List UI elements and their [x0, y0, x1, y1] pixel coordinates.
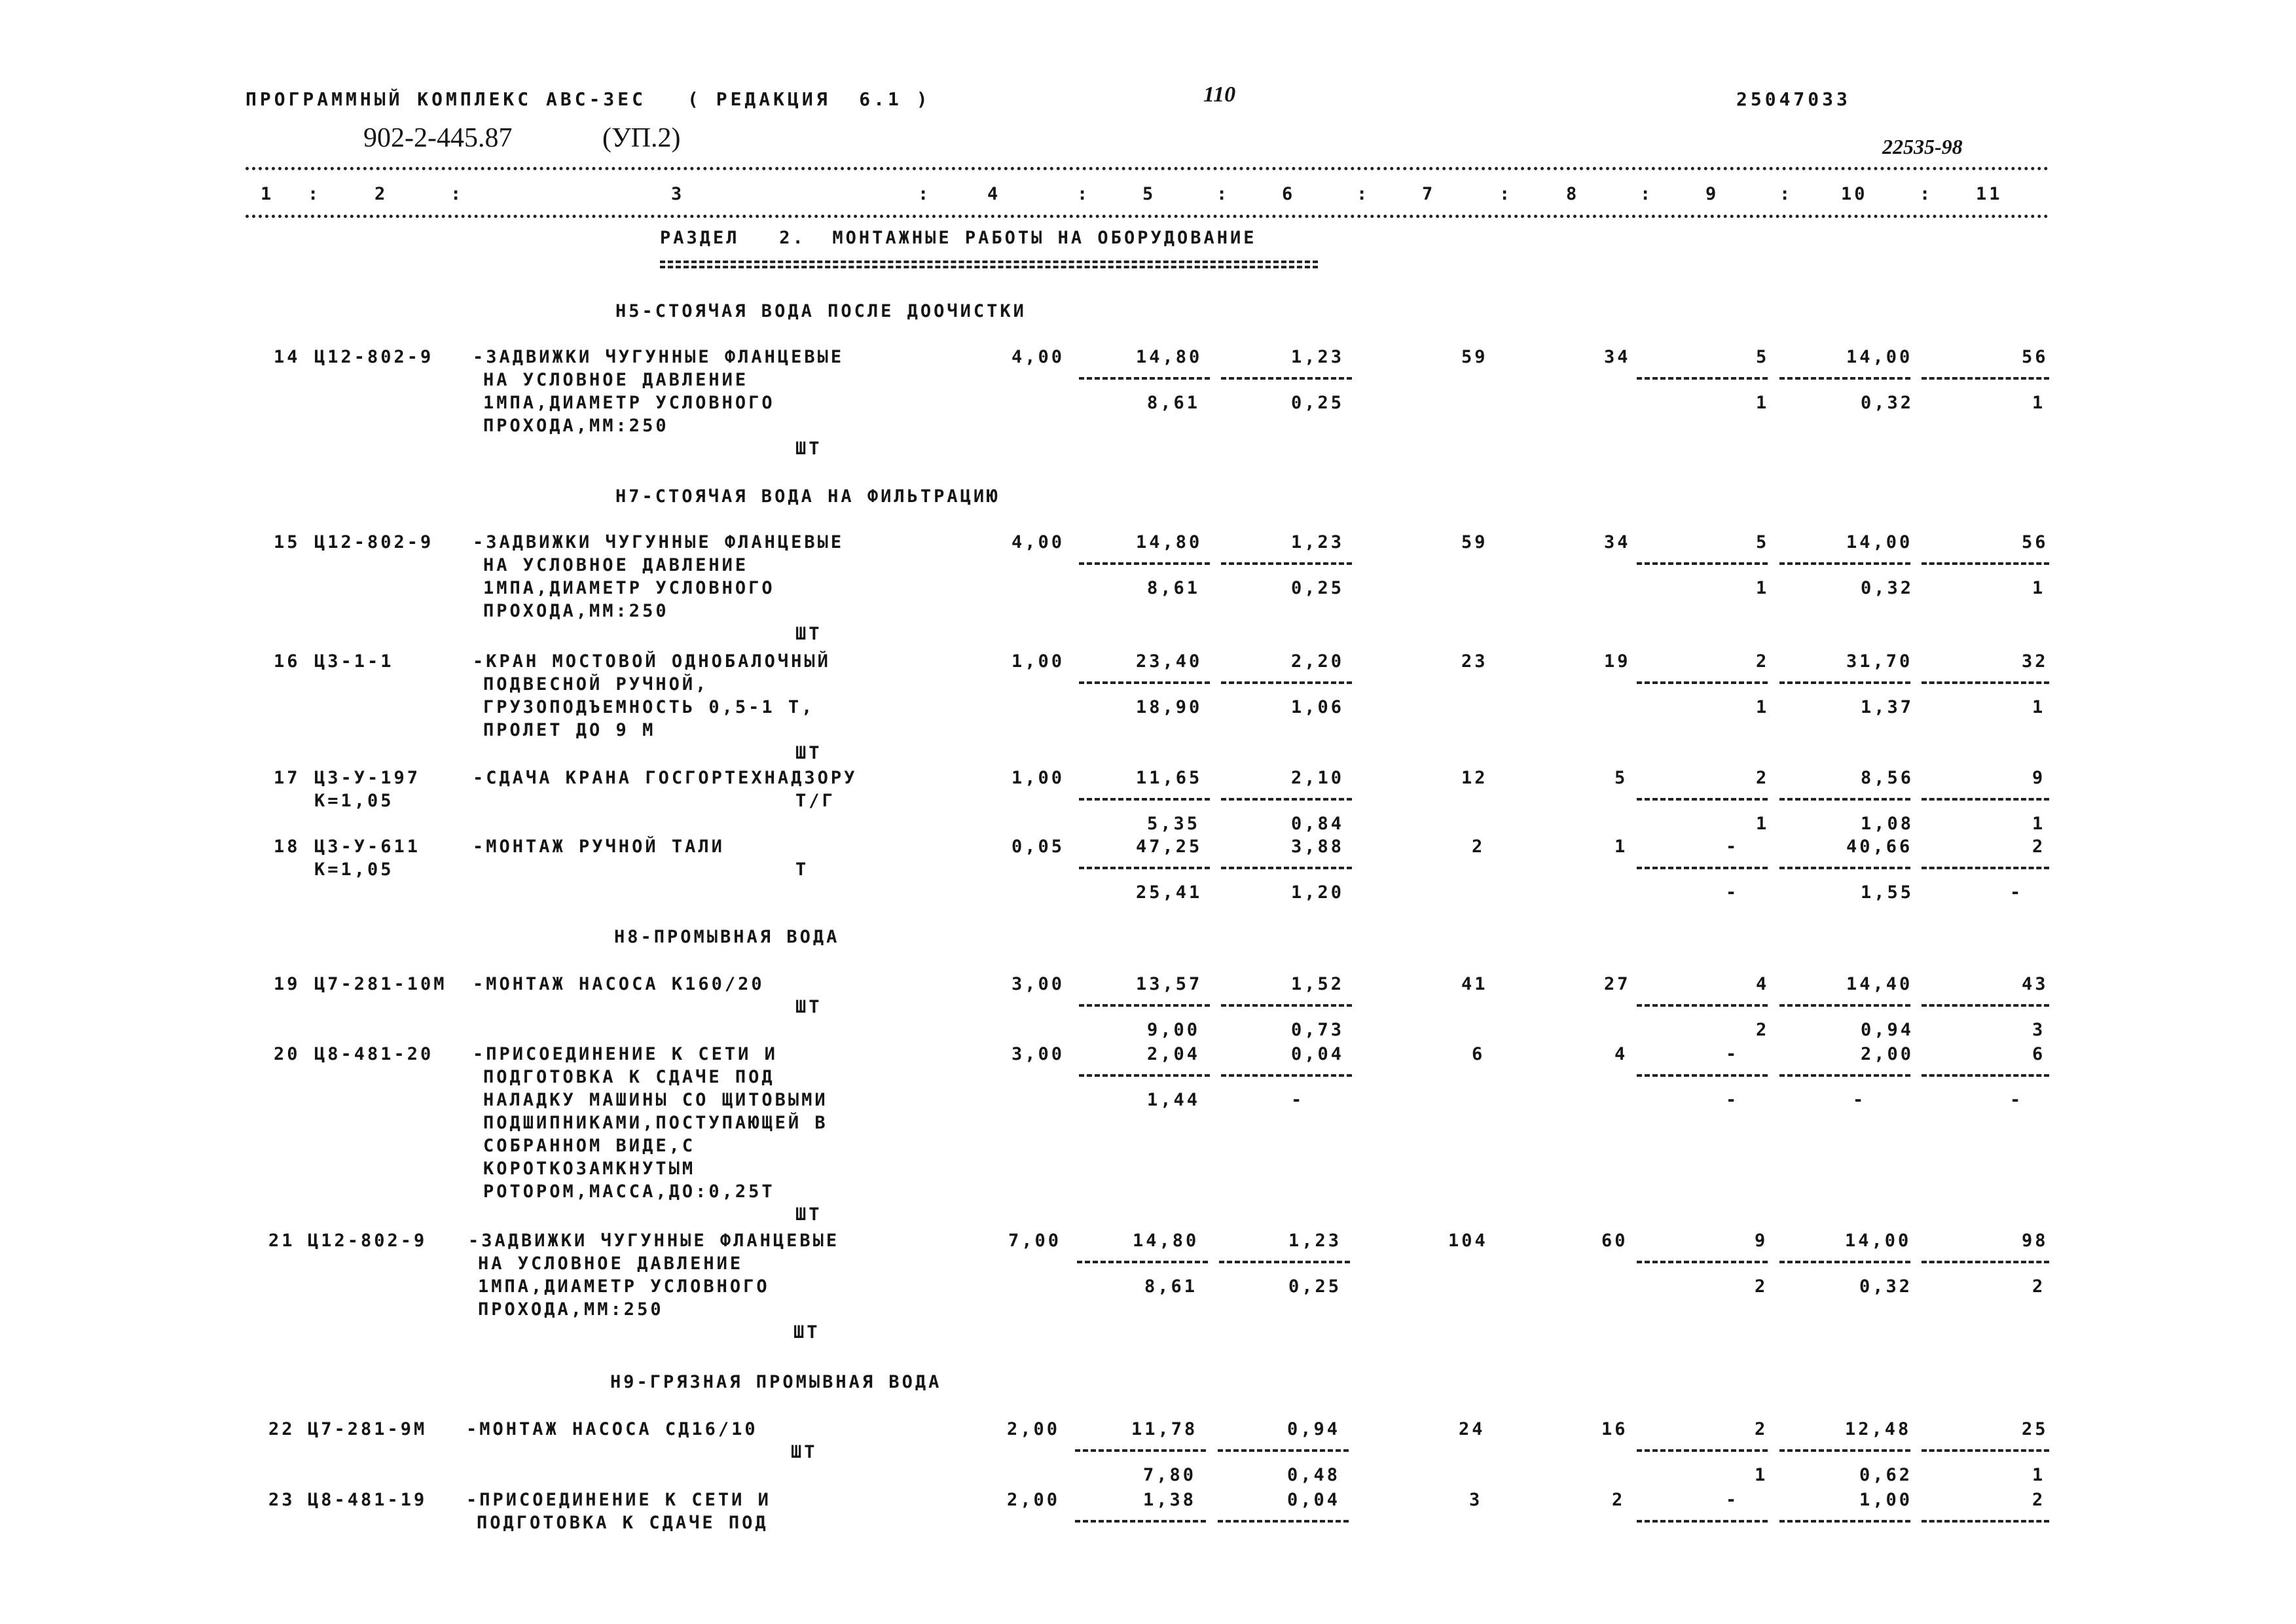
col10-bottom: 0,32 [1859, 1276, 1913, 1297]
section-underline [660, 261, 1318, 263]
cost-machine-wages: 0,25 [1291, 393, 1345, 413]
work-description: ГРУЗОПОДЪЕМНОСТЬ 0,5-1 Т, [483, 697, 815, 717]
divider [1218, 1449, 1349, 1452]
col-sep: : [1357, 184, 1370, 204]
divider [1922, 562, 2049, 565]
divider [1637, 681, 1768, 684]
col9-top: 2 [1755, 1419, 1768, 1439]
cost-wages: 2,20 [1291, 651, 1345, 672]
col11-top: 2 [2032, 1490, 2046, 1510]
col10-top: 14,00 [1845, 1231, 1912, 1251]
cost-machines: 25,41 [1136, 882, 1203, 903]
col10-top: 14,00 [1846, 532, 1913, 552]
cost-machine-wages: 0,73 [1291, 1020, 1345, 1040]
unit: Т/Г [795, 791, 835, 811]
col11-bottom: 2 [2032, 1276, 2046, 1297]
cost-machines: 8,61 [1147, 578, 1201, 598]
divider [1779, 1004, 1910, 1007]
divider [1779, 798, 1910, 801]
cost-total: 14,80 [1136, 532, 1203, 552]
col10-top: 8,56 [1861, 768, 1914, 788]
page-number: 110 [1203, 82, 1236, 107]
work-description: -ЗАДВИЖКИ ЧУГУННЫЕ ФЛАНЦЕВЫЕ [473, 532, 845, 552]
col11-top: 9 [2032, 768, 2046, 788]
divider [1637, 1074, 1768, 1077]
quantity: 3,00 [1011, 974, 1065, 994]
divider [1077, 1261, 1208, 1263]
col11-top: 43 [2022, 974, 2049, 994]
work-description: -МОНТАЖ НАСОСА СД16/10 [466, 1419, 758, 1439]
divider [1637, 377, 1768, 380]
rate-code: Ц8-481-20 [314, 1044, 434, 1064]
col10-bottom: 0,62 [1859, 1465, 1913, 1485]
total-wages: 34 [1604, 347, 1631, 367]
col11-top: 98 [2022, 1231, 2049, 1251]
col-header-2: 2 [374, 184, 388, 204]
col-header-10: 10 [1841, 184, 1868, 204]
rate-code: Ц3-У-197 [314, 768, 421, 788]
divider [1922, 377, 2049, 380]
total-cost: 59 [1461, 532, 1488, 552]
cost-machines: 7,80 [1143, 1465, 1197, 1485]
divider [1922, 1261, 2049, 1263]
divider [1219, 1261, 1350, 1263]
col11-top: 56 [2022, 347, 2049, 367]
total-wages: 1 [1614, 837, 1628, 857]
col-header-11: 11 [1976, 184, 2003, 204]
col9-bottom: 1 [1755, 1465, 1768, 1485]
row-number: 17 [274, 768, 301, 788]
row-number: 16 [274, 651, 301, 672]
rate-code: Ц3-У-611 [314, 837, 421, 857]
divider [1637, 1261, 1768, 1263]
col9-top: 4 [1756, 974, 1770, 994]
cost-total: 47,25 [1136, 837, 1203, 857]
col9-bottom: - [1726, 1090, 1740, 1110]
col10-top: 40,66 [1846, 837, 1913, 857]
work-description: 1МПА,ДИАМЕТР УСЛОВНОГО [483, 393, 775, 413]
rate-coefficient: К=1,05 [314, 859, 394, 880]
work-description: -ПРИСОЕДИНЕНИЕ К СЕТИ И [473, 1044, 778, 1064]
col11-top: 56 [2022, 532, 2049, 552]
row-number: 22 [268, 1419, 295, 1439]
rate-code: Ц12-802-9 [314, 347, 434, 367]
col11-bottom: - [2010, 882, 2024, 903]
group-heading: Н8-ПРОМЫВНАЯ ВОДА [614, 927, 840, 947]
divider [1221, 1074, 1352, 1077]
work-description: 1МПА,ДИАМЕТР УСЛОВНОГО [483, 578, 775, 598]
col10-bottom: 1,55 [1861, 882, 1914, 903]
cost-machines: 5,35 [1147, 814, 1201, 834]
divider [1221, 867, 1352, 869]
total-wages: 5 [1614, 768, 1628, 788]
divider [1079, 1004, 1210, 1007]
work-description: КОРОТКОЗАМКНУТЫМ [483, 1159, 696, 1179]
col11-top: 2 [2032, 837, 2046, 857]
col-header-9: 9 [1705, 184, 1719, 204]
cost-machine-wages: - [1291, 1090, 1305, 1110]
col11-bottom: 3 [2032, 1020, 2046, 1040]
total-cost: 3 [1469, 1490, 1483, 1510]
divider [1079, 1074, 1210, 1077]
work-description: ПРОХОДА,ММ:250 [483, 416, 669, 436]
work-description: ПОДГОТОВКА К СДАЧЕ ПОД [477, 1513, 769, 1533]
cost-machines: 8,61 [1144, 1276, 1198, 1297]
row-number: 23 [268, 1490, 295, 1510]
cost-wages: 1,23 [1291, 532, 1345, 552]
col11-bottom: 1 [2032, 1465, 2046, 1485]
cost-wages: 1,23 [1291, 347, 1345, 367]
cost-wages: 2,10 [1291, 768, 1345, 788]
cost-machine-wages: 0,25 [1288, 1276, 1342, 1297]
quantity: 1,00 [1011, 768, 1065, 788]
col-sep: : [1216, 184, 1230, 204]
cost-total: 11,78 [1131, 1419, 1198, 1439]
work-description: -СДАЧА КРАНА ГОСГОРТЕХНАДЗОРУ [473, 768, 858, 788]
divider [1779, 562, 1910, 565]
work-description: ПРОХОДА,ММ:250 [483, 601, 669, 621]
divider [1221, 1004, 1352, 1007]
col9-bottom: 2 [1756, 1020, 1770, 1040]
divider [1637, 1520, 1768, 1523]
total-cost: 23 [1461, 651, 1488, 672]
album-label: (УП.2) [602, 123, 681, 153]
total-wages: 27 [1604, 974, 1631, 994]
col10-bottom: - [1853, 1090, 1867, 1110]
cost-machine-wages: 0,48 [1287, 1465, 1341, 1485]
col-sep: : [1779, 184, 1793, 204]
col9-top: - [1726, 837, 1740, 857]
total-cost: 2 [1472, 837, 1485, 857]
cost-total: 13,57 [1136, 974, 1203, 994]
divider [1779, 1261, 1910, 1263]
group-heading: Н5-СТОЯЧАЯ ВОДА ПОСЛЕ ДООЧИСТКИ [615, 301, 1027, 321]
program-title: ПРОГРАММНЫЙ КОМПЛЕКС АВС-ЗЕС [246, 88, 647, 110]
divider [1922, 1520, 2049, 1523]
cost-machine-wages: 1,20 [1291, 882, 1345, 903]
group-heading: Н9-ГРЯЗНАЯ ПРОМЫВНАЯ ВОДА [610, 1372, 942, 1392]
col10-bottom: 0,94 [1861, 1020, 1914, 1040]
cost-machines: 9,00 [1147, 1020, 1201, 1040]
cost-total: 1,38 [1143, 1490, 1197, 1510]
divider [1922, 1449, 2049, 1452]
work-description: НАЛАДКУ МАШИНЫ СО ЩИТОВЫМИ [483, 1090, 828, 1110]
cost-total: 2,04 [1147, 1044, 1201, 1064]
work-description: ПРОЛЕТ ДО 9 М [483, 720, 656, 740]
total-cost: 24 [1459, 1419, 1485, 1439]
row-number: 14 [274, 347, 301, 367]
rate-code: Ц12-802-9 [314, 532, 434, 552]
total-cost: 41 [1461, 974, 1488, 994]
col9-top: - [1726, 1490, 1740, 1510]
quantity: 4,00 [1011, 532, 1065, 552]
col10-top: 12,48 [1845, 1419, 1912, 1439]
col-header-7: 7 [1422, 184, 1436, 204]
col10-bottom: 0,32 [1861, 393, 1914, 413]
unit: Т [795, 859, 809, 880]
cost-total: 14,80 [1133, 1231, 1199, 1251]
col11-bottom: 1 [2032, 578, 2046, 598]
rate-code: Ц8-481-19 [308, 1490, 428, 1510]
divider [1922, 1074, 2049, 1077]
col-header-5: 5 [1142, 184, 1156, 204]
total-cost: 104 [1448, 1231, 1488, 1251]
divider [1779, 1520, 1910, 1523]
cost-machine-wages: 1,06 [1291, 697, 1345, 717]
cost-wages: 0,04 [1287, 1490, 1341, 1510]
work-description: СОБРАННОМ ВИДЕ,С [483, 1136, 696, 1156]
quantity: 4,00 [1011, 347, 1065, 367]
col9-top: 9 [1755, 1231, 1768, 1251]
cost-machines: 18,90 [1136, 697, 1203, 717]
divider [1779, 377, 1910, 380]
col9-top: 5 [1756, 532, 1770, 552]
col9-bottom: 2 [1755, 1276, 1768, 1297]
row-number: 21 [268, 1231, 295, 1251]
cost-wages: 0,94 [1287, 1419, 1341, 1439]
quantity: 2,00 [1007, 1490, 1061, 1510]
section-title: РАЗДЕЛ 2. МОНТАЖНЫЕ РАБОТЫ НА ОБОРУДОВАНИЕ [660, 228, 1257, 248]
cost-wages: 1,23 [1288, 1231, 1342, 1251]
col9-top: 2 [1756, 768, 1770, 788]
divider [1221, 798, 1352, 801]
col11-bottom: 1 [2032, 814, 2046, 834]
rate-code: Ц12-802-9 [308, 1231, 428, 1251]
total-wages: 19 [1604, 651, 1631, 672]
total-wages: 34 [1604, 532, 1631, 552]
col9-top: 5 [1756, 347, 1770, 367]
quantity: 3,00 [1011, 1044, 1065, 1064]
divider [1779, 867, 1910, 869]
divider [1922, 1004, 2049, 1007]
col10-top: 31,70 [1846, 651, 1913, 672]
col-sep: : [1499, 184, 1513, 204]
total-wages: 16 [1601, 1419, 1628, 1439]
divider [1637, 1004, 1768, 1007]
edition-label: ( РЕДАКЦИЯ 6.1 ) [687, 88, 931, 110]
total-cost: 59 [1461, 347, 1488, 367]
cost-machines: 1,44 [1147, 1090, 1201, 1110]
rate-coefficient: К=1,05 [314, 791, 394, 811]
col9-bottom: 1 [1756, 578, 1770, 598]
total-cost: 12 [1461, 768, 1488, 788]
unit: ШТ [795, 439, 822, 459]
cost-total: 11,65 [1136, 768, 1203, 788]
col9-bottom: - [1726, 882, 1740, 903]
divider [1637, 798, 1768, 801]
col-sep: : [1920, 184, 1933, 204]
col-header-4: 4 [987, 184, 1001, 204]
col-sep: : [308, 184, 321, 204]
col-sep: : [1077, 184, 1091, 204]
unit: ШТ [795, 997, 822, 1017]
quantity: 2,00 [1007, 1419, 1061, 1439]
cost-wages: 3,88 [1291, 837, 1345, 857]
col9-bottom: 1 [1756, 814, 1770, 834]
col-sep: : [918, 184, 932, 204]
work-description: ПРОХОДА,ММ:250 [478, 1299, 664, 1320]
row-number: 20 [274, 1044, 301, 1064]
doc-code: 25047033 [1736, 88, 1851, 110]
work-description: -МОНТАЖ НАСОСА К160/20 [473, 974, 765, 994]
col-sep: : [1640, 184, 1654, 204]
work-description: 1МПА,ДИАМЕТР УСЛОВНОГО [478, 1276, 770, 1297]
work-description: РОТОРОМ,МАССА,ДО:0,25Т [483, 1182, 775, 1202]
cost-machine-wages: 0,84 [1291, 814, 1345, 834]
header-top-rule [246, 167, 2049, 170]
col9-top: - [1726, 1044, 1740, 1064]
cost-machine-wages: 0,25 [1291, 578, 1345, 598]
quantity: 1,00 [1011, 651, 1065, 672]
col11-bottom: 1 [2032, 697, 2046, 717]
cost-total: 23,40 [1136, 651, 1203, 672]
col9-bottom: 1 [1756, 697, 1770, 717]
col11-bottom: - [2010, 1090, 2024, 1110]
inventory-number: 22535-98 [1882, 135, 1963, 158]
col9-top: 2 [1756, 651, 1770, 672]
cost-total: 14,80 [1136, 347, 1203, 367]
row-number: 18 [274, 837, 301, 857]
col10-bottom: 1,08 [1861, 814, 1914, 834]
unit: ШТ [793, 1322, 820, 1343]
col11-top: 6 [2032, 1044, 2046, 1064]
rate-code: Ц3-1-1 [314, 651, 394, 672]
col10-bottom: 1,37 [1861, 697, 1914, 717]
row-number: 15 [274, 532, 301, 552]
unit: ШТ [795, 1204, 822, 1225]
col-header-6: 6 [1282, 184, 1296, 204]
col10-top: 2,00 [1861, 1044, 1914, 1064]
col10-top: 1,00 [1859, 1490, 1913, 1510]
work-description: ПОДШИПНИКАМИ,ПОСТУПАЮЩЕЙ В [483, 1113, 828, 1133]
work-description: НА УСЛОВНОЕ ДАВЛЕНИЕ [483, 370, 749, 390]
total-wages: 60 [1601, 1231, 1628, 1251]
cost-machines: 8,61 [1147, 393, 1201, 413]
divider [1779, 681, 1910, 684]
work-description: -МОНТАЖ РУЧНОЙ ТАЛИ [473, 837, 725, 857]
divider [1637, 562, 1768, 565]
unit: ШТ [795, 624, 822, 644]
cost-wages: 0,04 [1291, 1044, 1345, 1064]
divider [1922, 798, 2049, 801]
work-description: НА УСЛОВНОЕ ДАВЛЕНИЕ [483, 555, 749, 575]
col-header-3: 3 [671, 184, 685, 204]
document-number: 902-2-445.87 [363, 123, 513, 153]
section-underline-2 [660, 266, 1318, 268]
work-description: -ПРИСОЕДИНЕНИЕ К СЕТИ И [466, 1490, 771, 1510]
total-wages: 4 [1614, 1044, 1628, 1064]
header-bottom-rule [246, 215, 2049, 218]
divider [1079, 562, 1210, 565]
col11-top: 25 [2022, 1419, 2049, 1439]
divider [1075, 1449, 1206, 1452]
col10-top: 14,40 [1846, 974, 1913, 994]
work-description: ПОДГОТОВКА К СДАЧЕ ПОД [483, 1067, 775, 1087]
divider [1079, 681, 1210, 684]
col11-top: 32 [2022, 651, 2049, 672]
work-description: ПОДВЕСНОЙ РУЧНОЙ, [483, 674, 709, 695]
divider [1779, 1449, 1910, 1452]
quantity: 7,00 [1008, 1231, 1062, 1251]
col-header-1: 1 [261, 184, 274, 204]
divider [1079, 377, 1210, 380]
col10-bottom: 0,32 [1861, 578, 1914, 598]
work-description: -КРАН МОСТОВОЙ ОДНОБАЛОЧНЫЙ [473, 651, 831, 672]
rate-code: Ц7-281-9М [308, 1419, 428, 1439]
work-description: -ЗАДВИЖКИ ЧУГУННЫЕ ФЛАНЦЕВЫЕ [473, 347, 845, 367]
divider [1075, 1520, 1206, 1523]
unit: ШТ [795, 743, 822, 763]
cost-wages: 1,52 [1291, 974, 1345, 994]
work-description: -ЗАДВИЖКИ ЧУГУННЫЕ ФЛАНЦЕВЫЕ [468, 1231, 840, 1251]
total-cost: 6 [1472, 1044, 1485, 1064]
col11-bottom: 1 [2032, 393, 2046, 413]
col10-top: 14,00 [1846, 347, 1913, 367]
rate-code: Ц7-281-10М [314, 974, 447, 994]
row-number: 19 [274, 974, 301, 994]
quantity: 0,05 [1011, 837, 1065, 857]
divider [1922, 681, 2049, 684]
divider [1779, 1074, 1910, 1077]
col9-bottom: 1 [1756, 393, 1770, 413]
divider [1218, 1520, 1349, 1523]
unit: ШТ [791, 1442, 818, 1462]
divider [1221, 562, 1352, 565]
divider [1079, 867, 1210, 869]
divider [1221, 377, 1352, 380]
divider [1079, 798, 1210, 801]
total-wages: 2 [1612, 1490, 1626, 1510]
divider [1221, 681, 1352, 684]
divider [1922, 867, 2049, 869]
col-header-8: 8 [1566, 184, 1580, 204]
work-description: НА УСЛОВНОЕ ДАВЛЕНИЕ [478, 1254, 744, 1274]
group-heading: Н7-СТОЯЧАЯ ВОДА НА ФИЛЬТРАЦИЮ [615, 486, 1000, 507]
divider [1637, 867, 1768, 869]
divider [1637, 1449, 1768, 1452]
col-sep: : [450, 184, 464, 204]
